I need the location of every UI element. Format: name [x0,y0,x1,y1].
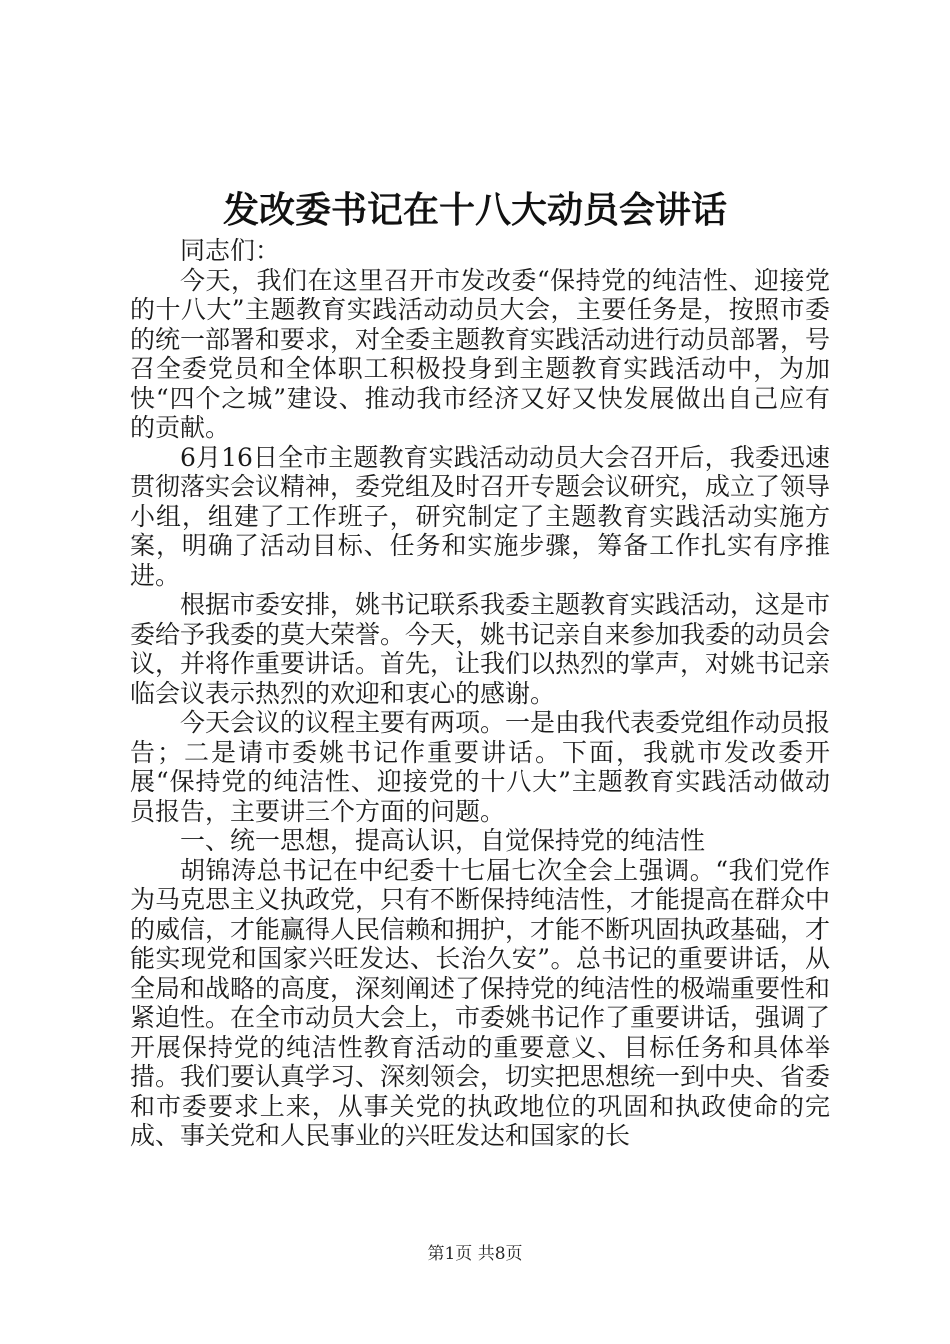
body-paragraph: 根据市委安排，姚书记联系我委主题教育实践活动，这是市委给予我委的莫大荣誉。今天，姚书记亲自来参加我委的动员会议，并将作重要讲话。首先，让我们以热烈的掌声，对姚书记亲临会议表示热烈的欢迎和衷心的感谢。 [130,590,831,708]
document-title: 发改委书记在十八大动员会讲话 [222,189,727,231]
body-paragraph: 今天会议的议程主要有两项。一是由我代表委党组作动员报告；二是请市委姚书记作重要讲话。下面，我就市发改委开展“保持党的纯洁性、迎接党的十八大”主题教育实践活动做动员报告，主要讲三个方面的问题。 [130,708,831,826]
body-paragraph: 6月16日全市主题教育实践活动动员大会召开后，我委迅速贯彻落实会议精神，委党组及时召开专题会议研究，成立了领导小组，组建了工作班子，研究制定了主题教育实践活动实施方案，明确了活动目标、任务和实施步骤，筹备工作扎实有序推进。 [130,442,831,590]
body-paragraph: 今天，我们在这里召开市发改委“保持党的纯洁性、迎接党的十八大”主题教育实践活动动员大会，主要任务是，按照市委的统一部署和要求，对全委主题教育实践活动进行动员部署，号召全委党员和全体职工积极投身到主题教育实践活动中，为加快“四个之城”建设、推动我市经济又好又快发展做出自己应有的贡献。 [130,265,831,442]
section-heading: 一、统一思想，提高认识，自觉保持党的纯洁性 [180,826,706,855]
page-number-footer: 第1页 共8页 [427,1244,523,1264]
salutation-paragraph: 同志们： [180,236,281,265]
body-paragraph: 胡锦涛总书记在中纪委十七届七次全会上强调。“我们党作为马克思主义执政党，只有不断保持纯洁性，才能提高在群众中的威信，才能赢得人民信赖和拥护，才能不断巩固执政基础，才能实现党和国家兴旺发达、长治久安”。总书记的重要讲话，从全局和战略的高度，深刻阐述了保持党的纯洁性的极端重要性和紧迫性。在全市动员大会上，市委姚书记作了重要讲话，强调了开展保持党的纯洁性教育活动的重要意义、目标任务和具体举措。我们要认真学习、深刻领会，切实把思想统一到中央、省委和市委要求上来，从事关党的执政地位的巩固和执政使命的完成、事关党和人民事业的兴旺发达和国家的长 [130,855,831,1150]
document-body [130,236,830,1151]
